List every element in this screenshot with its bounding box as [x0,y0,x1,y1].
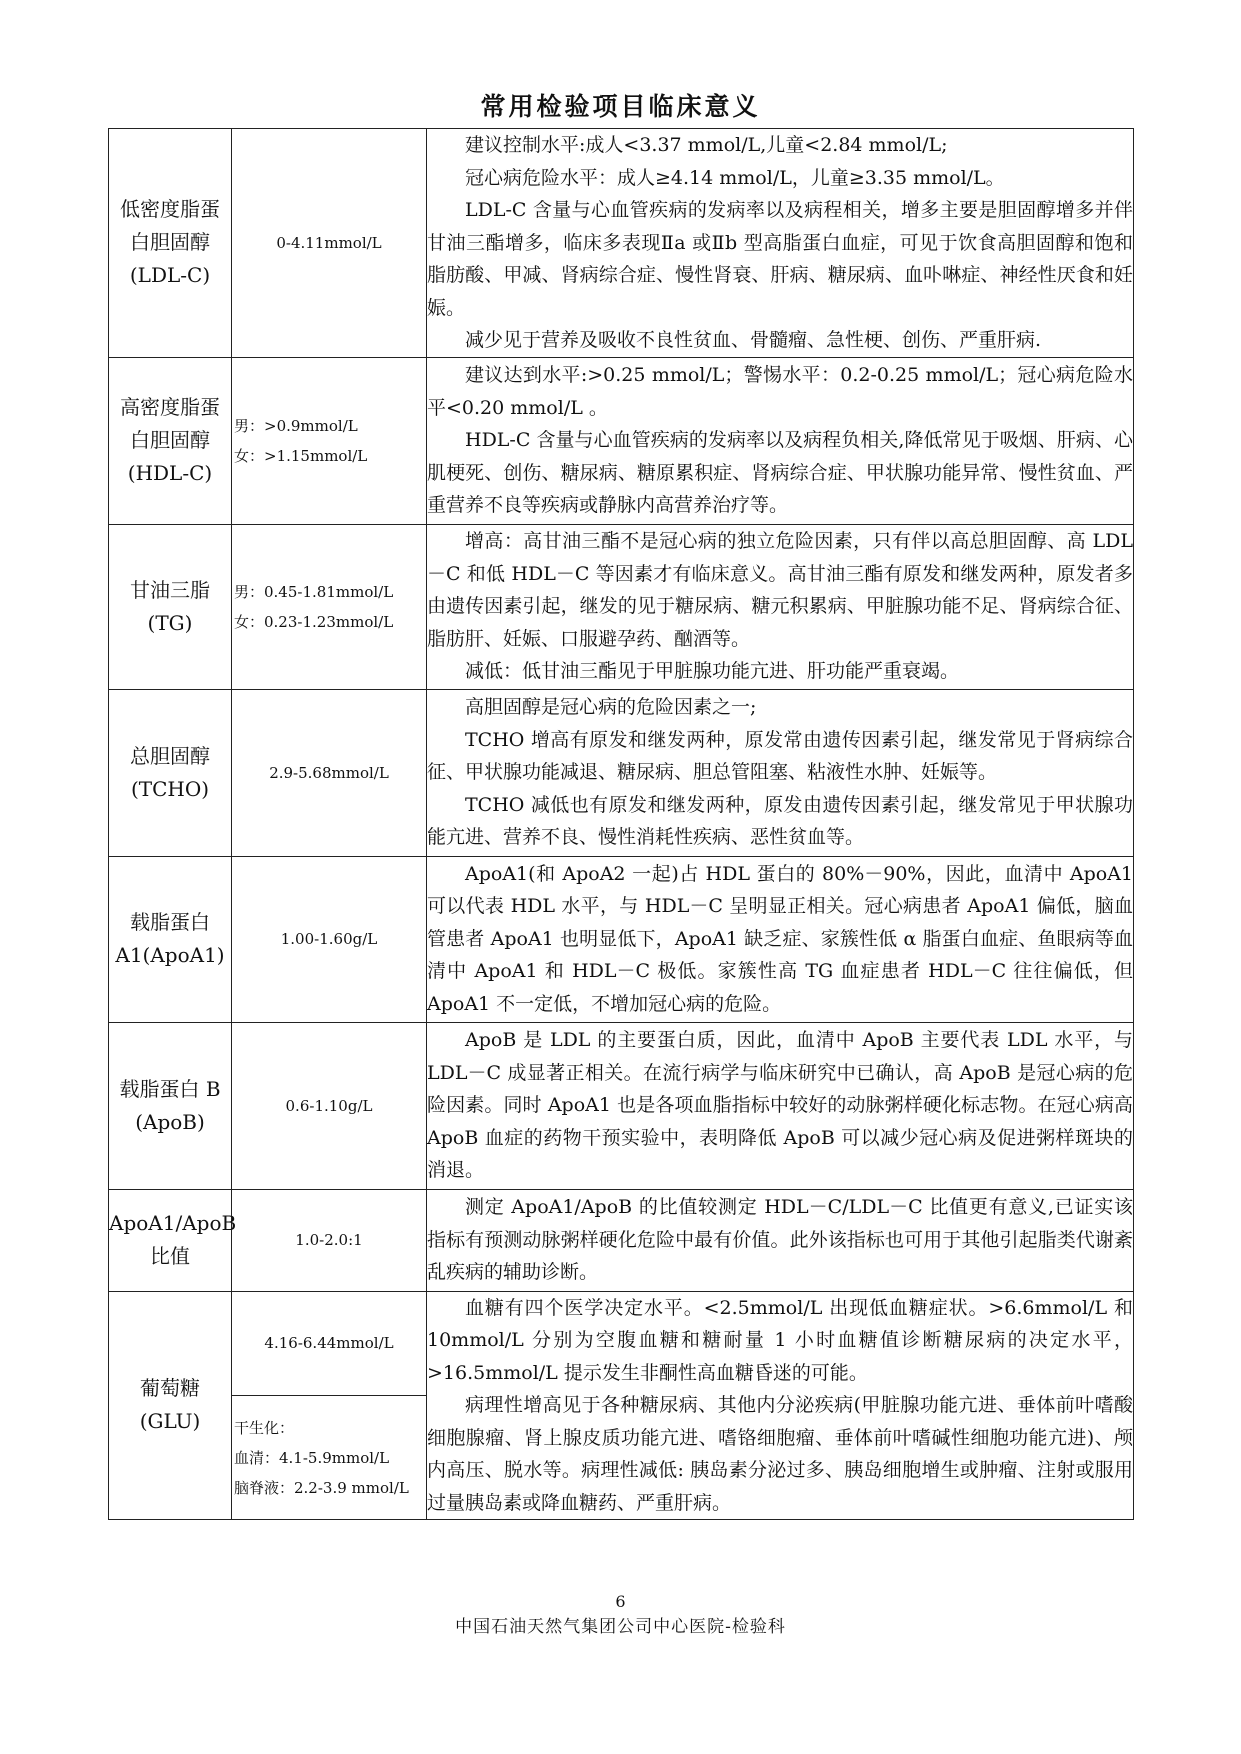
reference-range: 0.6-1.10g/L [232,1022,427,1189]
clinical-significance [427,1022,1134,1189]
desc-paragraph: HDL-C 含量与心血管疾病的发病率以及病程负相关,降低常见于吸烟、肝病、心肌梗死、创伤、糖尿病、糖原累积症、肾病综合症、甲状腺功能异常、慢性贫血、严重营养不良等疾病或静脉内高营养治疗等。 [427,429,1133,517]
desc-paragraph: 测定 ApoA1/ApoB 的比值较测定 HDL－C/LDL－C 比值更有意义,已证实该指标有预测动脉粥样硬化危险中最有价值。此外该指标也可用于其他引起脂类代谢紊乱疾病的辅助诊断。 [427,1196,1133,1284]
item-name: ApoA1/ApoB 比值 [109,1189,232,1291]
reference-range: 1.00-1.60g/L [232,856,427,1022]
clinical-significance [427,1291,1134,1520]
clinical-significance [427,1189,1134,1291]
item-name: 低密度脂蛋 白胆固醇 (LDL-C) [109,129,232,358]
table-row-tcho [109,689,1134,856]
clinical-significance [427,129,1134,358]
item-name: 葡萄糖 (GLU) [109,1291,232,1520]
reference-range-dry-chemistry: 干生化： 血清：4.1-5.9mmol/L 脑脊液：2.2-3.9 mmol/L [232,1396,427,1520]
table-row-tg [109,524,1134,689]
item-name: 高密度脂蛋 白胆固醇 (HDL-C) [109,357,232,524]
item-name: 甘油三脂 (TG) [109,524,232,689]
reference-range: 1.0-2.0:1 [232,1189,427,1291]
table-row-hdl [109,357,1134,524]
desc-paragraph: 血糖有四个医学决定水平。<2.5mmol/L 出现低血糖症状。>6.6mmol/L 和 10mmol/L 分别为空腹血糖和糖耐量 1 小时血糖值诊断糖尿病的决定水平，>16.5mmol/L 提示发生非酮性高血糖昏迷的可能。 [427,1296,1133,1384]
clinical-significance [427,689,1134,856]
reference-range: 男：>0.9mmol/L 女：>1.15mmol/L [232,357,427,524]
desc-paragraph: 增高：高甘油三酯不是冠心病的独立危险因素，只有伴以高总胆固醇、高 LDL－C 和低 HDL－C 等因素才有临床意义。高甘油三酯有原发和继发两种，原发者多由遗传因素引起，继发的见于糖尿病、糖元积累病、甲脏腺功能不足、肾病综合征、脂肪肝、妊娠、口服避孕药、酗酒等。 [427,530,1133,650]
desc-paragraph: 建议控制水平:成人<3.37 mmol/L,儿童<2.84 mmol/L; [465,134,948,156]
desc-paragraph: TCHO 减低也有原发和继发两种，原发由遗传因素引起，继发常见于甲状腺功能亢进、营养不良、慢性消耗性疾病、恶性贫血等。 [427,793,1133,849]
lab-items-table [108,128,1134,1520]
footer-organization: 中国石油天然气集团公司中心医院-检验科 [455,1617,786,1637]
desc-paragraph: 减少见于营养及吸收不良性贫血、骨髓瘤、急性梗、创伤、严重肝病. [465,329,1042,351]
desc-paragraph: 建议达到水平:>0.25 mmol/L；警惕水平：0.2-0.25 mmol/L；冠心病危险水平<0.20 mmol/L 。 [427,364,1133,419]
desc-paragraph: 病理性增高见于各种糖尿病、其他内分泌疾病(甲脏腺功能亢进、垂体前叶嗜酸细胞腺瘤、肾上腺皮质功能亢进、嗜铬细胞瘤、垂体前叶嗜碱性细胞功能亢进)、颅内高压、脱水等。病理性减低: 胰岛素分泌过多、胰岛细胞增生或肿瘤、注射或服用过量胰岛素或降血糖药、严重肝病。 [427,1394,1133,1514]
table-row-apob [109,1022,1134,1189]
table-row-ldl [109,129,1134,358]
desc-paragraph: ApoB 是 LDL 的主要蛋白质，因此，血清中 ApoB 主要代表 LDL 水平，与 LDL－C 成显著正相关。在流行病学与临床研究中已确认，高 ApoB 是冠心病的危险因素。同时 ApoA1 也是各项血脂指标中较好的动脉粥样硬化标志物。在冠心病高 ApoB 血症的药物干预实验中，表明降低 ApoB 可以减少冠心病及促进粥样斑块的消退。 [427,1029,1133,1182]
page-title: 常用检验项目临床意义 [480,92,761,121]
item-name: 载脂蛋白 A1(ApoA1) [109,856,232,1022]
desc-paragraph: 减低：低甘油三酯见于甲脏腺功能亢进、肝功能严重衰竭。 [465,660,960,683]
clinical-significance [427,357,1134,524]
desc-paragraph: ApoA1(和 ApoA2 一起)占 HDL 蛋白的 80%－90%，因此，血清中 ApoA1 可以代表 HDL 水平，与 HDL－C 呈明显正相关。冠心病患者 ApoA1 偏低，脑血管患者 ApoA1 也明显低下，ApoA1 缺乏症、家簇性低 α 脂蛋白血症、鱼眼病等血清中 ApoA1 和 HDL－C 极低。家簇性高 TG 血症患者 HDL－C 往往偏低，但 ApoA1 不一定低，不增加冠心病的危险。 [427,862,1133,1015]
clinical-significance [427,524,1134,689]
desc-paragraph: TCHO 增高有原发和继发两种，原发常由遗传因素引起，继发常见于肾病综合征、甲状腺功能减退、糖尿病、胆总管阻塞、粘液性水肿、妊娠等。 [427,728,1133,784]
clinical-significance [427,856,1134,1022]
reference-range: 4.16-6.44mmol/L [232,1291,427,1396]
item-name: 载脂蛋白 B (ApoB) [109,1022,232,1189]
desc-paragraph: 冠心病危险水平：成人≥4.14 mmol/L，儿童≥3.35 mmol/L。 [465,166,1005,189]
table-row-apoa1 [109,856,1134,1022]
table-row-glu [109,1291,1134,1396]
desc-paragraph: 高胆固醇是冠心病的危险因素之一; [465,696,757,719]
page-number: 6 [615,1592,626,1611]
desc-paragraph: LDL-C 含量与心血管疾病的发病率以及病程相关，增多主要是胆固醇增多并伴甘油三酯增多，临床多表现Ⅱa 或Ⅱb 型高脂蛋白血症，可见于饮食高胆固醇和饱和脂肪酸、甲减、肾病综合症、慢性肾衰、肝病、糖尿病、血卟啉症、神经性厌食和妊娠。 [427,199,1133,319]
item-name: 总胆固醇 (TCHO) [109,689,232,856]
table-row-ratio [109,1189,1134,1291]
reference-range: 2.9-5.68mmol/L [232,689,427,856]
reference-range: 0-4.11mmol/L [232,129,427,358]
reference-range: 男：0.45-1.81mmol/L 女：0.23-1.23mmol/L [232,524,427,689]
